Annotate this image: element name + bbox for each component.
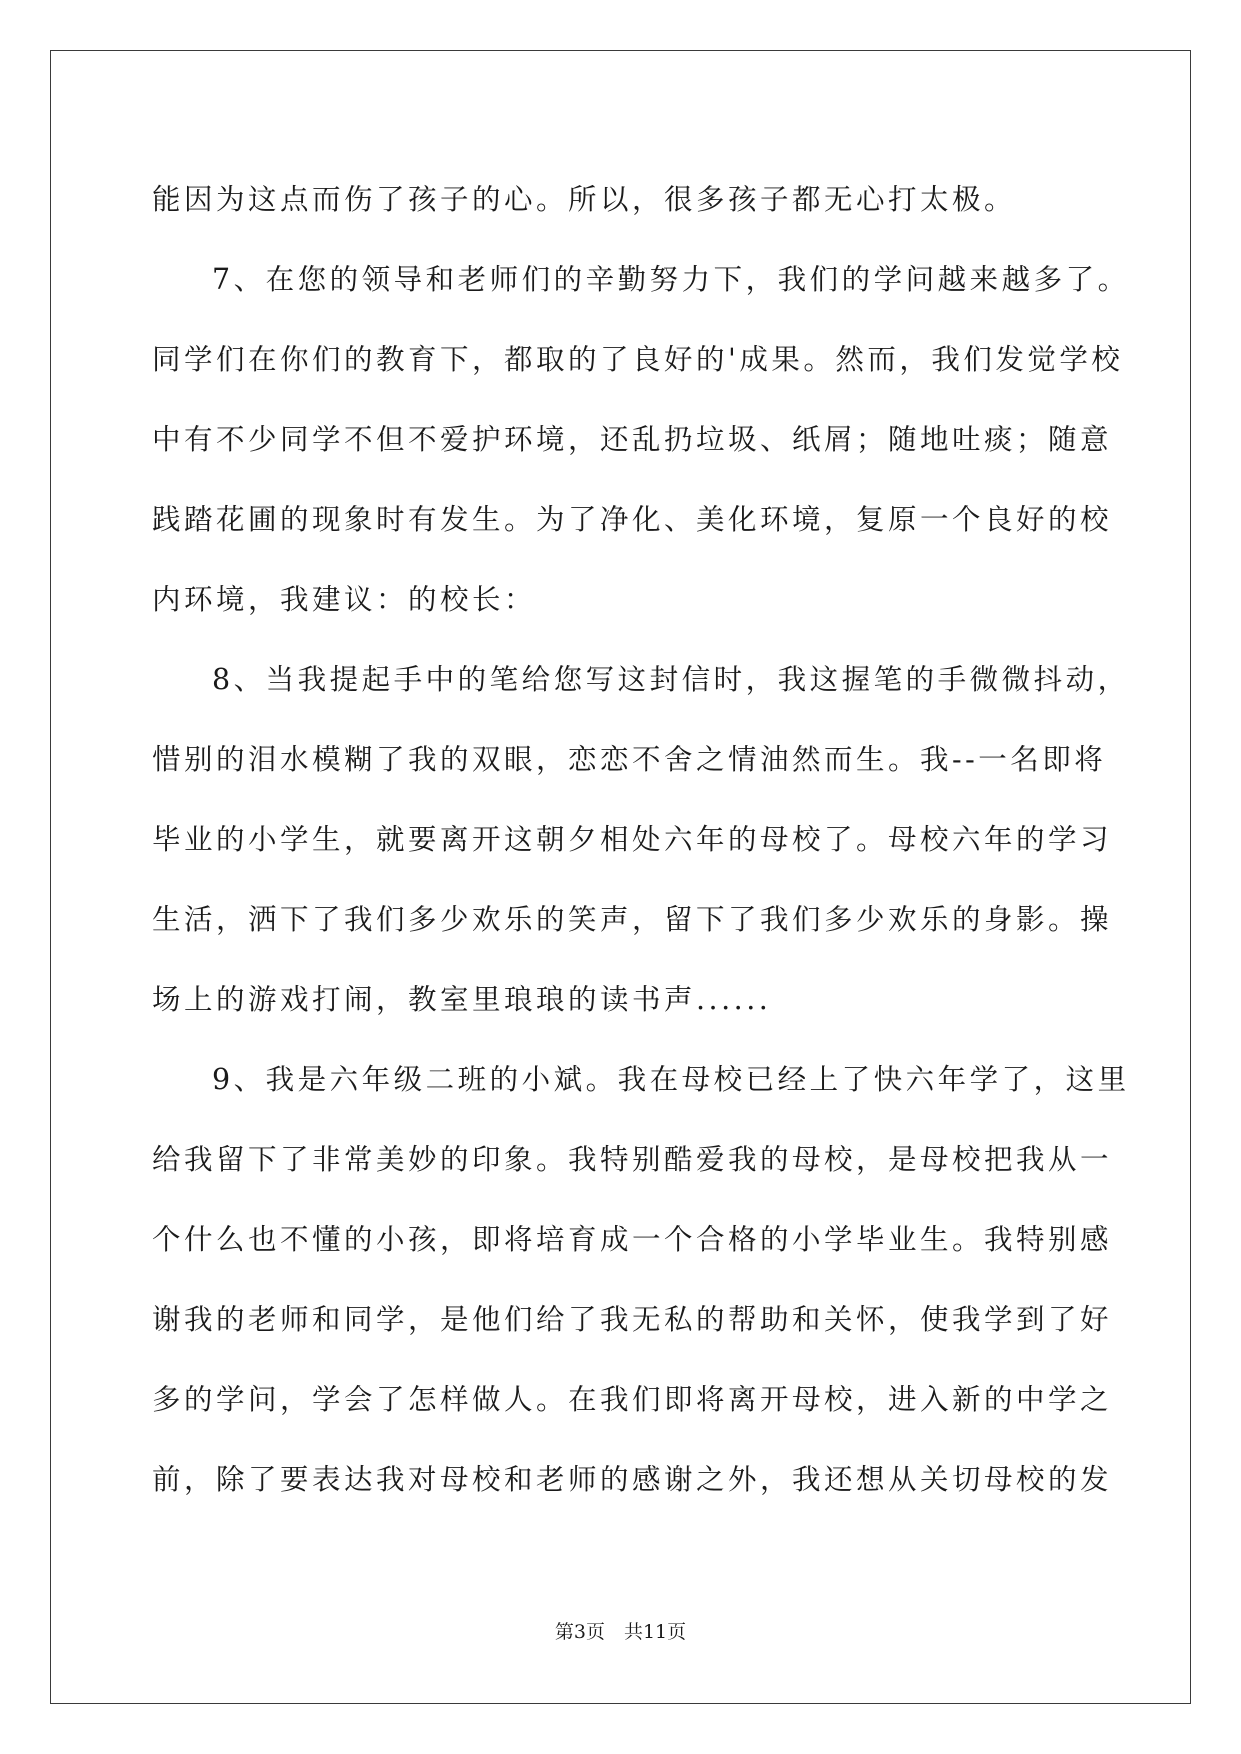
text-line: 生活，洒下了我们多少欢乐的笑声，留下了我们多少欢乐的身影。操 [152, 903, 1113, 936]
text-line: 场上的游戏打闹，教室里琅琅的读书声...... [152, 983, 772, 1016]
page-number-footer: 第3页 共11页 [554, 1621, 687, 1643]
text-line: 内环境，我建议：的校长： [152, 583, 537, 616]
text-line: 给我留下了非常美妙的印象。我特别酷爱我的母校，是母校把我从一 [152, 1143, 1113, 1176]
text-line: 谢我的老师和同学，是他们给了我无私的帮助和关怀，使我学到了好 [152, 1303, 1113, 1336]
document-body [152, 160, 1130, 1520]
text-line: 中有不少同学不但不爱护环境，还乱扔垃圾、纸屑；随地吐痰；随意 [152, 423, 1113, 456]
text-line: 同学们在你们的教育下，都取的了良好的'成果。然而，我们发觉学校 [152, 343, 1124, 376]
text-line: 个什么也不懂的小孩，即将培育成一个合格的小学毕业生。我特别感 [152, 1223, 1113, 1256]
text-line: 毕业的小学生，就要离开这朝夕相处六年的母校了。母校六年的学习 [152, 823, 1113, 856]
text-line: 践踏花圃的现象时有发生。为了净化、美化环境，复原一个良好的校 [152, 503, 1113, 536]
text-line: 前，除了要表达我对母校和老师的感谢之外，我还想从关切母校的发 [152, 1463, 1113, 1496]
paragraph-7-start: 7、在您的领导和老师们的辛勤努力下，我们的学问越来越多了。 [212, 263, 1130, 296]
text-line: 多的学问，学会了怎样做人。在我们即将离开母校，进入新的中学之 [152, 1383, 1113, 1416]
text-line: 惜别的泪水模糊了我的双眼，恋恋不舍之情油然而生。我--一名即将 [152, 743, 1107, 776]
paragraph-8-start: 8、当我提起手中的笔给您写这封信时，我这握笔的手微微抖动， [212, 663, 1130, 696]
paragraph-9-start: 9、我是六年级二班的小斌。我在母校已经上了快六年学了，这里 [212, 1063, 1130, 1096]
text-line: 能因为这点而伤了孩子的心。所以，很多孩子都无心打太极。 [152, 183, 1017, 216]
